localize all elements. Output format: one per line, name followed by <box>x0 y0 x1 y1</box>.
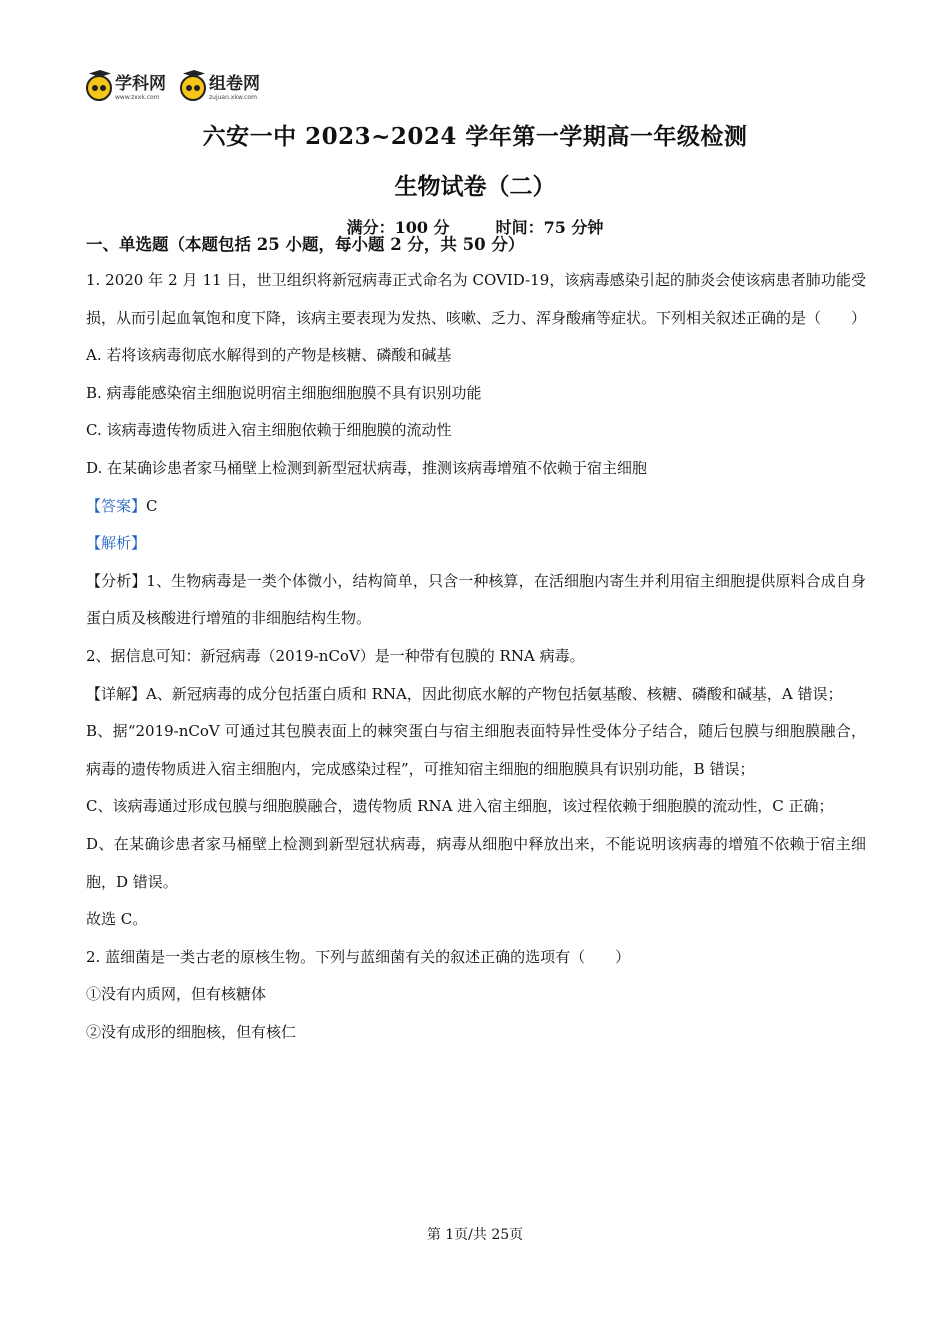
q2-item: ①没有内质网，但有核糖体 <box>86 985 267 1004</box>
time-limit: 时间：75 分钟 <box>495 218 604 237</box>
logo-name: 学科网 <box>115 73 166 94</box>
full-score: 满分：100 分 <box>346 218 450 237</box>
zujuan-logo <box>180 75 260 101</box>
exam-title: 六安一中 2023~2024 学年第一学期高一年级检测 <box>202 123 748 150</box>
q1-option-c: C. 该病毒遗传物质进入宿主细胞依赖于细胞膜的流动性 <box>86 421 452 440</box>
analysis-para: D、在某确诊患者家马桶壁上检测到新型冠状病毒，病毒从细胞中释放出来，不能说明该病毒的增殖不依赖于宿主细胞，D 错误。 <box>86 834 866 891</box>
logo-bar <box>86 72 260 104</box>
q1-option-a: A. 若将该病毒彻底水解得到的产物是核糖、磷酸和碱基 <box>86 346 452 365</box>
mascot-icon <box>180 75 206 101</box>
analysis-para: 【详解】A、新冠病毒的成分包括蛋白质和 RNA，因此彻底水解的产物包括氨基酸、核糖、磷酸和碱基，A 错误； <box>86 684 843 703</box>
logo-url: zujuan.xkw.com <box>209 93 257 101</box>
q2-stem: 2. 蓝细菌是一类古老的原核生物。下列与蓝细菌有关的叙述正确的选项有（ ） <box>86 947 631 966</box>
page-footer: 第 1页/共 25页 <box>426 1227 524 1243</box>
q1-option-b: B. 病毒能感染宿主细胞说明宿主细胞细胞膜不具有识别功能 <box>86 383 482 402</box>
analysis-para: 故选 C。 <box>86 910 148 929</box>
analysis-para: C、该病毒通过形成包膜与细胞膜融合，遗传物质 RNA 进入宿主细胞，该过程依赖于细胞膜的流动性，C 正确； <box>86 797 834 816</box>
zxxk-logo <box>86 75 166 101</box>
question-content <box>86 235 867 1051</box>
q1-option-d: D. 在某确诊患者家马桶壁上检测到新型冠状病毒，推测该病毒增殖不依赖于宿主细胞 <box>86 458 648 477</box>
section-heading: 一、单选题（本题包括 25 小题，每小题 2 分，共 50 分） <box>86 235 525 254</box>
q1-stem: 1. 2020 年 2 月 11 日，世卫组织将新冠病毒正式命名为 COVID-19，该病毒感染引起的肺炎会使该病患者肺功能受损，从而引起血氧饱和度下降，该病主要表现为发热、咳嗽、乏力、浑身酸痛等症状。下列相关叙述正确的是（ ） <box>86 271 867 327</box>
answer-value: C <box>146 496 158 515</box>
analysis-tag: 【解析】 <box>86 534 147 553</box>
answer-tag: 【答案】 <box>86 496 147 515</box>
logo-url: www.zxxk.com <box>115 93 160 101</box>
exam-subtitle: 生物试卷（二） <box>394 173 556 200</box>
mascot-icon <box>86 75 112 101</box>
q1-answer <box>86 488 866 526</box>
q2-item: ②没有成形的细胞核，但有核仁 <box>86 1022 297 1041</box>
analysis-para: 2、据信息可知：新冠病毒（2019-nCoV）是一种带有包膜的 RNA 病毒。 <box>86 646 585 665</box>
logo-name: 组卷网 <box>209 73 260 94</box>
analysis-para: 【分析】1、生物病毒是一类个体微小，结构简单，只含一种核算，在活细胞内寄生并利用宿主细胞提供原料合成自身蛋白质及核酸进行增殖的非细胞结构生物。 <box>86 571 866 628</box>
analysis-para: B、据“2019-nCoV 可通过其包膜表面上的棘突蛋白与宿主细胞表面特异性受体分子结合，随后包膜与细胞膜融合，病毒的遗传物质进入宿主细胞内，完成感染过程”，可推知宿主细胞的细胞膜具有识别功能，B 错误； <box>86 722 866 778</box>
